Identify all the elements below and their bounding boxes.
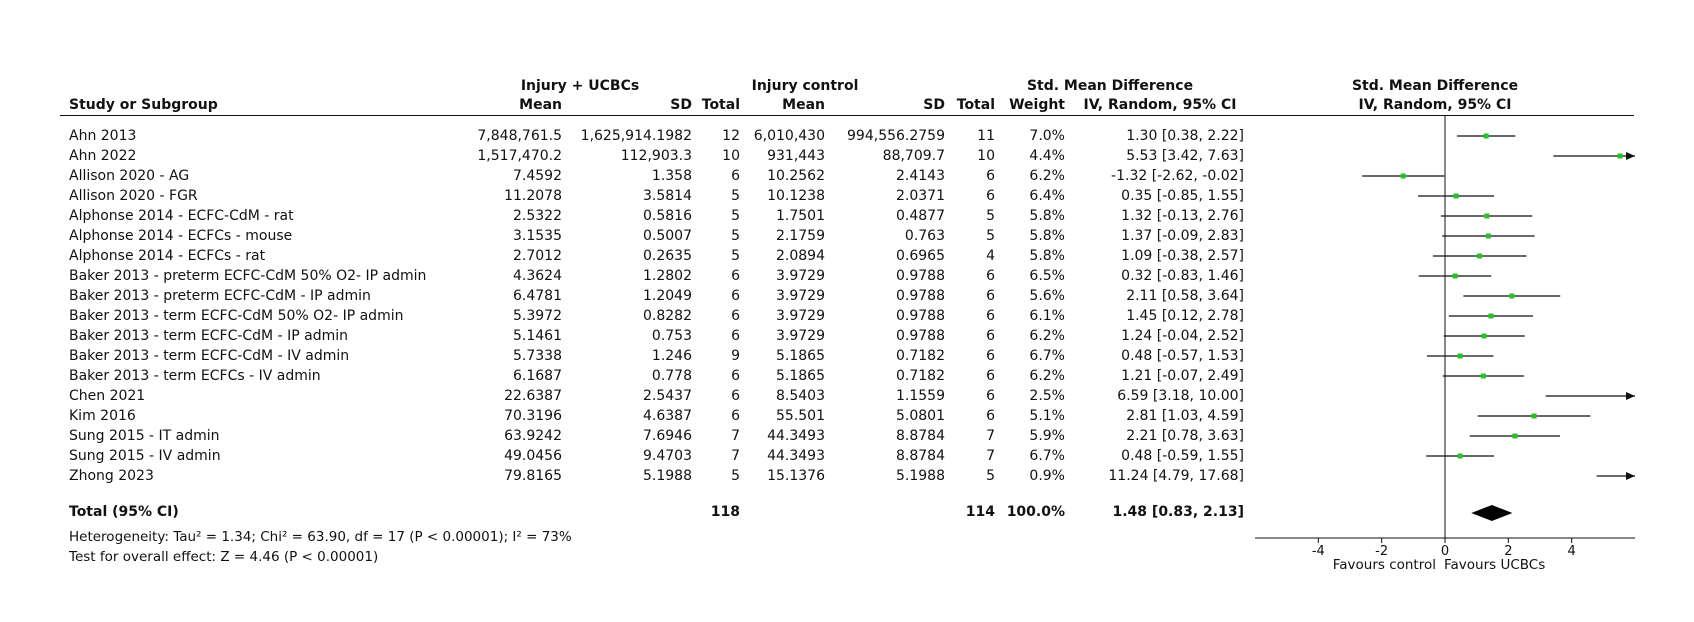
study-estimate-marker: [1531, 414, 1536, 419]
study-estimate-marker: [1484, 214, 1489, 219]
pooled-estimate-diamond: [1471, 505, 1512, 521]
total-label: Total (95% CI): [69, 504, 179, 520]
ci-cell: 1.37 [-0.09, 2.83]: [1121, 228, 1244, 244]
total1-cell: 5: [731, 248, 740, 264]
ci-cell: 1.30 [0.38, 2.22]: [1126, 128, 1244, 144]
sd2-cell: 0.763: [904, 228, 945, 244]
study-name: Kim 2016: [69, 408, 136, 424]
sd2-cell: 0.9788: [896, 308, 945, 324]
study-name: Zhong 2023: [69, 468, 154, 484]
mean2-cell: 3.9729: [776, 308, 825, 324]
mean1-cell: 6.4781: [513, 288, 562, 304]
study-estimate-marker: [1454, 194, 1459, 199]
study-name: Alphonse 2014 - ECFCs - mouse: [69, 228, 293, 244]
mean2-cell: 5.1865: [776, 348, 825, 364]
total1-cell: 5: [731, 188, 740, 204]
sd1-cell: 1.246: [651, 348, 692, 364]
total1-cell: 6: [731, 328, 740, 344]
mean1-cell: 1,517,470.2: [477, 148, 562, 164]
weight-cell: 0.9%: [1029, 468, 1065, 484]
weight-cell: 5.8%: [1029, 228, 1065, 244]
sd1-header: SD: [670, 97, 692, 113]
study-name: Ahn 2013: [69, 128, 137, 144]
total1-cell: 5: [731, 208, 740, 224]
mean1-cell: 79.8165: [504, 468, 562, 484]
study-name: Alphonse 2014 - ECFC-CdM - rat: [69, 208, 294, 224]
x-tick-label: 4: [1567, 544, 1576, 559]
ci-cell: 2.11 [0.58, 3.64]: [1126, 288, 1244, 304]
ci-cell: 0.48 [-0.57, 1.53]: [1121, 348, 1244, 364]
total2-cell: 6: [986, 388, 995, 404]
total1-cell: 6: [731, 308, 740, 324]
smd-plot-header: Std. Mean Difference: [1351, 78, 1519, 94]
x-tick-label: 0: [1440, 544, 1450, 559]
total1-cell: 10: [722, 148, 740, 164]
mean1-cell: 70.3196: [504, 408, 562, 424]
total2-cell: 6: [986, 268, 995, 284]
mean2-cell: 44.3493: [767, 428, 825, 444]
ci-cell: 6.59 [3.18, 10.00]: [1117, 388, 1244, 404]
sd2-header: SD: [923, 97, 945, 113]
study-estimate-marker: [1488, 314, 1493, 319]
mean1-cell: 22.6387: [504, 388, 562, 404]
mean2-cell: 3.9729: [776, 328, 825, 344]
heterogeneity-text: Heterogeneity: Tau² = 1.34; Chi² = 63.90, df = 17 (P < 0.00001); I² = 73%: [69, 529, 572, 545]
ci-cell: 1.45 [0.12, 2.78]: [1126, 308, 1244, 324]
study-estimate-marker: [1509, 294, 1514, 299]
mean2-cell: 3.9729: [776, 268, 825, 284]
study-name: Baker 2013 - term ECFC-CdM - IV admin: [69, 348, 350, 364]
total2-cell: 6: [986, 308, 995, 324]
sd1-cell: 0.2635: [643, 248, 692, 264]
sd1-cell: 9.4703: [643, 448, 692, 464]
mean1-cell: 5.7338: [513, 348, 562, 364]
mean2-cell: 55.501: [776, 408, 825, 424]
sd1-cell: 7.6946: [643, 428, 692, 444]
favours-control-label: Favours control: [1332, 557, 1436, 573]
study-name: Allison 2020 - AG: [69, 168, 190, 184]
weight-cell: 6.7%: [1029, 448, 1065, 464]
study-name: Sung 2015 - IT admin: [69, 428, 220, 444]
weight-cell: 6.2%: [1029, 368, 1065, 384]
total1-cell: 5: [731, 468, 740, 484]
sd1-cell: 1.358: [651, 168, 692, 184]
overall-effect-text: Test for overall effect: Z = 4.46 (P < 0.00001): [69, 549, 379, 565]
total2-cell: 6: [986, 348, 995, 364]
favours-ucbcs-label: Favours UCBCs: [1444, 557, 1546, 573]
weight-cell: 6.5%: [1029, 268, 1065, 284]
sd2-cell: 0.6965: [896, 248, 945, 264]
sd2-cell: 5.1988: [896, 468, 945, 484]
weight-cell: 2.5%: [1029, 388, 1065, 404]
mean1-cell: 49.0456: [504, 448, 562, 464]
weight-cell: 5.9%: [1029, 428, 1065, 444]
total2-cell: 7: [986, 448, 995, 464]
weight-cell: 5.8%: [1029, 248, 1065, 264]
mean2-cell: 10.1238: [767, 188, 825, 204]
ci-cell: 2.81 [1.03, 4.59]: [1126, 408, 1244, 424]
mean1-header: Mean: [519, 97, 562, 113]
study-name: Sung 2015 - IV admin: [69, 448, 221, 464]
mean1-cell: 3.1535: [513, 228, 562, 244]
sd2-cell: 0.9788: [896, 328, 945, 344]
sd1-cell: 0.5007: [643, 228, 692, 244]
mean1-cell: 2.7012: [513, 248, 562, 264]
method-table-header: IV, Random, 95% CI: [1083, 97, 1237, 113]
sd2-cell: 0.9788: [896, 288, 945, 304]
study-name: Baker 2013 - term ECFC-CdM 50% O2- IP admin: [69, 308, 404, 324]
sd2-cell: 8.8784: [896, 448, 945, 464]
sd1-cell: 112,903.3: [620, 148, 692, 164]
total-n2: 114: [965, 504, 995, 520]
sd1-cell: 2.5437: [643, 388, 692, 404]
study-name: Alphonse 2014 - ECFCs - rat: [69, 248, 266, 264]
ci-overflow-arrow: [1626, 392, 1635, 400]
ci-cell: -1.32 [-2.62, -0.02]: [1111, 168, 1244, 184]
weight-cell: 6.2%: [1029, 168, 1065, 184]
mean2-cell: 931,443: [767, 148, 825, 164]
ci-cell: 2.21 [0.78, 3.63]: [1126, 428, 1244, 444]
mean2-cell: 2.0894: [776, 248, 825, 264]
sd2-cell: 994,556.2759: [847, 128, 945, 144]
total2-cell: 7: [986, 428, 995, 444]
x-tick-label: 2: [1504, 544, 1513, 559]
total2-cell: 6: [986, 288, 995, 304]
total2-cell: 4: [986, 248, 995, 264]
total-ci: 1.48 [0.83, 2.13]: [1112, 504, 1244, 520]
ci-cell: 1.09 [-0.38, 2.57]: [1121, 248, 1244, 264]
sd2-cell: 1.1559: [896, 388, 945, 404]
weight-cell: 6.1%: [1029, 308, 1065, 324]
total2-cell: 5: [986, 468, 995, 484]
weight-cell: 7.0%: [1029, 128, 1065, 144]
study-name: Chen 2021: [69, 388, 146, 404]
study-estimate-marker: [1401, 174, 1406, 179]
study-name: Baker 2013 - preterm ECFC-CdM 50% O2- IP admin: [69, 268, 427, 284]
total1-cell: 6: [731, 288, 740, 304]
mean2-cell: 5.1865: [776, 368, 825, 384]
mean2-cell: 10.2562: [767, 168, 825, 184]
study-estimate-marker: [1458, 354, 1463, 359]
ci-cell: 1.24 [-0.04, 2.52]: [1121, 328, 1244, 344]
mean1-cell: 5.1461: [513, 328, 562, 344]
total2-cell: 6: [986, 368, 995, 384]
ci-overflow-arrow: [1626, 472, 1635, 480]
x-tick-label: -4: [1311, 544, 1325, 559]
sd2-cell: 0.4877: [896, 208, 945, 224]
method-plot-header: IV, Random, 95% CI: [1358, 97, 1512, 113]
mean1-cell: 6.1687: [513, 368, 562, 384]
total1-cell: 7: [731, 448, 740, 464]
weight-cell: 6.2%: [1029, 328, 1065, 344]
sd2-cell: 0.7182: [896, 368, 945, 384]
study-estimate-marker: [1482, 334, 1487, 339]
sd1-cell: 0.778: [651, 368, 692, 384]
sd2-cell: 0.7182: [896, 348, 945, 364]
total1-cell: 12: [722, 128, 740, 144]
x-tick-label: -2: [1375, 544, 1389, 559]
mean2-header: Mean: [782, 97, 825, 113]
total1-cell: 9: [731, 348, 740, 364]
ci-cell: 1.21 [-0.07, 2.49]: [1121, 368, 1244, 384]
mean1-cell: 63.9242: [504, 428, 562, 444]
mean1-cell: 5.3972: [513, 308, 562, 324]
sd1-cell: 0.753: [651, 328, 692, 344]
sd2-cell: 5.0801: [896, 408, 945, 424]
study-estimate-marker: [1486, 234, 1491, 239]
total2-cell: 5: [986, 228, 995, 244]
total1-cell: 6: [731, 368, 740, 384]
study-name: Baker 2013 - term ECFC-CdM - IP admin: [69, 328, 348, 344]
mean2-cell: 1.7501: [776, 208, 825, 224]
study-estimate-marker: [1458, 454, 1463, 459]
study-name: Baker 2013 - preterm ECFC-CdM - IP admin: [69, 288, 371, 304]
weight-cell: 5.1%: [1029, 408, 1065, 424]
study-name: Ahn 2022: [69, 148, 137, 164]
sd1-cell: 3.5814: [643, 188, 692, 204]
weight-header: Weight: [1009, 97, 1065, 113]
mean2-cell: 44.3493: [767, 448, 825, 464]
mean1-cell: 7,848,761.5: [477, 128, 562, 144]
total2-cell: 5: [986, 208, 995, 224]
total2-header: Total: [956, 97, 995, 113]
sd1-cell: 1.2802: [643, 268, 692, 284]
sd2-cell: 88,709.7: [882, 148, 945, 164]
group2-header: Injury control: [751, 78, 859, 94]
weight-cell: 4.4%: [1029, 148, 1065, 164]
sd2-cell: 8.8784: [896, 428, 945, 444]
mean1-cell: 7.4592: [513, 168, 562, 184]
total1-cell: 6: [731, 168, 740, 184]
ci-cell: 0.48 [-0.59, 1.55]: [1121, 448, 1244, 464]
ci-cell: 5.53 [3.42, 7.63]: [1126, 148, 1244, 164]
mean2-cell: 6,010,430: [753, 128, 825, 144]
ci-cell: 11.24 [4.79, 17.68]: [1108, 468, 1244, 484]
mean1-cell: 11.2078: [504, 188, 562, 204]
total2-cell: 10: [977, 148, 995, 164]
smd-table-header: Std. Mean Difference: [1026, 78, 1194, 94]
total1-cell: 5: [731, 228, 740, 244]
study-estimate-marker: [1484, 134, 1489, 139]
ci-cell: 1.32 [-0.13, 2.76]: [1121, 208, 1244, 224]
study-estimate-marker: [1481, 374, 1486, 379]
sd1-cell: 0.5816: [643, 208, 692, 224]
weight-cell: 6.7%: [1029, 348, 1065, 364]
study-name: Allison 2020 - FGR: [69, 188, 198, 204]
total1-cell: 7: [731, 428, 740, 444]
total2-cell: 6: [986, 168, 995, 184]
study-estimate-marker: [1453, 274, 1458, 279]
total2-cell: 11: [977, 128, 995, 144]
total2-cell: 6: [986, 328, 995, 344]
total1-header: Total: [701, 97, 740, 113]
ci-cell: 0.32 [-0.83, 1.46]: [1121, 268, 1244, 284]
study-column-header: Study or Subgroup: [69, 97, 218, 113]
weight-cell: 6.4%: [1029, 188, 1065, 204]
sd2-cell: 2.0371: [896, 188, 945, 204]
total-n1: 118: [710, 504, 740, 520]
sd2-cell: 2.4143: [896, 168, 945, 184]
total1-cell: 6: [731, 388, 740, 404]
mean1-cell: 4.3624: [513, 268, 562, 284]
sd1-cell: 1.2049: [643, 288, 692, 304]
total1-cell: 6: [731, 268, 740, 284]
mean2-cell: 8.5403: [776, 388, 825, 404]
mean2-cell: 2.1759: [776, 228, 825, 244]
study-estimate-marker: [1477, 254, 1482, 259]
total-weight: 100.0%: [1006, 504, 1065, 520]
sd2-cell: 0.9788: [896, 268, 945, 284]
study-estimate-marker: [1512, 434, 1517, 439]
weight-cell: 5.8%: [1029, 208, 1065, 224]
sd1-cell: 5.1988: [643, 468, 692, 484]
study-estimate-marker: [1618, 154, 1623, 159]
study-name: Baker 2013 - term ECFCs - IV admin: [69, 368, 321, 384]
total2-cell: 6: [986, 408, 995, 424]
weight-cell: 5.6%: [1029, 288, 1065, 304]
sd1-cell: 1,625,914.1982: [580, 128, 692, 144]
mean2-cell: 15.1376: [767, 468, 825, 484]
sd1-cell: 4.6387: [643, 408, 692, 424]
mean1-cell: 2.5322: [513, 208, 562, 224]
ci-cell: 0.35 [-0.85, 1.55]: [1121, 188, 1244, 204]
ci-overflow-arrow: [1626, 152, 1635, 160]
total1-cell: 6: [731, 408, 740, 424]
mean2-cell: 3.9729: [776, 288, 825, 304]
total2-cell: 6: [986, 188, 995, 204]
group1-header: Injury + UCBCs: [520, 78, 640, 94]
sd1-cell: 0.8282: [643, 308, 692, 324]
